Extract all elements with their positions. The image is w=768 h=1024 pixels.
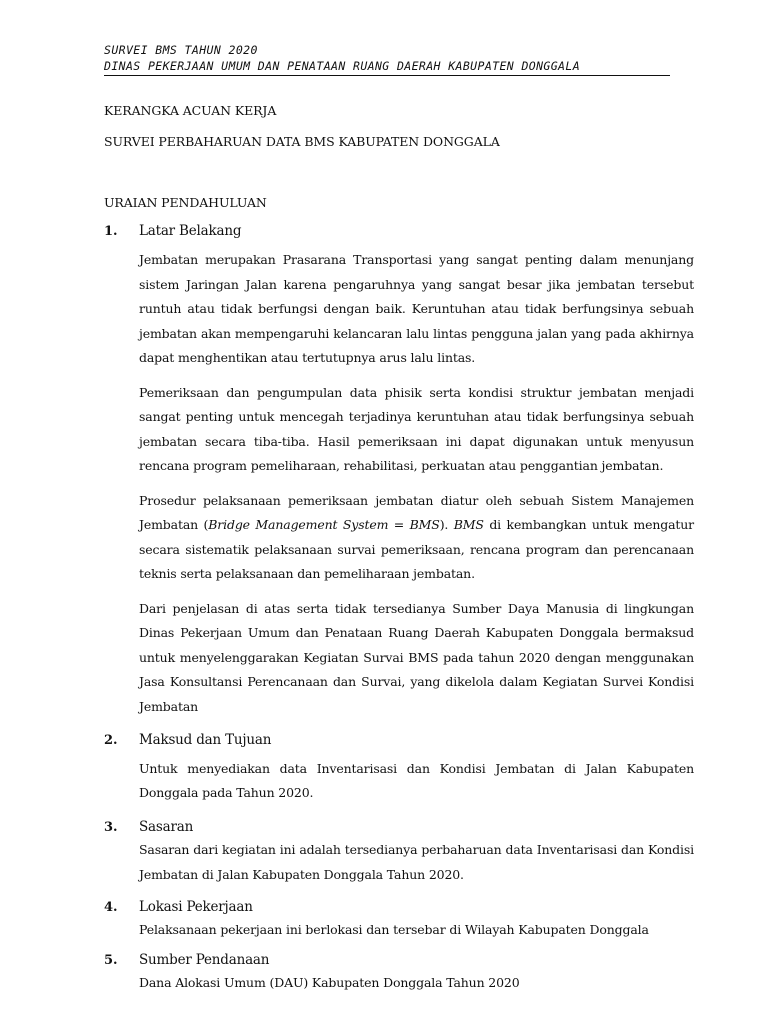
section-latar-belakang bbox=[104, 223, 694, 719]
section-heading bbox=[104, 819, 694, 835]
section-heading bbox=[104, 223, 694, 239]
document-body bbox=[104, 98, 694, 995]
italic-term: BMS bbox=[453, 517, 484, 532]
paragraph: Untuk menyediakan data Inventarisasi dan Kondisi Jembatan di Jalan Kabupaten Donggala pada Tahun 2020. bbox=[139, 761, 694, 800]
section-maksud-tujuan bbox=[104, 732, 694, 805]
section-number: 2. bbox=[104, 733, 118, 748]
paragraph-text: Prosedur pelaksanaan pemeriksaan jembatan diatur oleh sebuah Sistem Manajemen Jembatan ( bbox=[139, 492, 694, 532]
paragraph bbox=[139, 489, 694, 587]
section-heading bbox=[104, 952, 694, 968]
paragraph: Jembatan merupakan Prasarana Transportasi yang sangat penting dalam menunjang sistem Jaringan Jalan karena pengaruhnya yang sangat besar jika jembatan tersebut runtuh atau tidak berfungsi dengan baik. Keruntuhan atau tidak berfungsinya sebuah jembatan akan mempengaruhi kelancaran lalu lintas pengguna jalan yang pada akhirnya dapat menghentikan atau tertutupnya arus lalu lintas. bbox=[139, 252, 694, 365]
header-line-1: SURVEI BMS TAHUN 2020 bbox=[104, 43, 258, 57]
section-number: 5. bbox=[104, 953, 118, 968]
document-subtitle: SURVEI PERBAHARUAN DATA BMS KABUPATEN DONGGALA bbox=[104, 134, 500, 149]
running-header bbox=[104, 42, 670, 76]
section-heading bbox=[104, 899, 694, 915]
italic-term: Bridge Management System = BMS bbox=[208, 517, 440, 532]
section-title: Lokasi Pekerjaan bbox=[139, 899, 253, 915]
section-sasaran bbox=[104, 819, 694, 887]
section-heading bbox=[104, 732, 694, 748]
paragraph: Dari penjelasan di atas serta tidak tersedianya Sumber Daya Manusia di lingkungan Dinas Pekerjaan Umum dan Penataan Ruang Daerah Kabupaten Donggala bermaksud untuk menyelenggarakan Kegiatan Survai BMS pada tahun 2020 dengan menggunakan Jasa Konsultansi Perencanaan dan Survai, yang dikelola dalam Kegiatan Survei Kondisi Jembatan bbox=[139, 600, 694, 714]
intro-heading: URAIAN PENDAHULUAN bbox=[104, 195, 267, 210]
paragraph-text: di kembangkan untuk mengatur secara sistematik pelaksanaan survai pemeriksaan, rencana program dan perencanaan teknis serta pelaksanaan dan pemeliharaan jembatan. bbox=[139, 517, 694, 581]
section-title: Sasaran bbox=[139, 819, 194, 835]
section-number: 3. bbox=[104, 820, 118, 835]
section-lokasi-pekerjaan bbox=[104, 899, 694, 942]
section-title: Latar Belakang bbox=[139, 223, 242, 239]
paragraph: Dana Alokasi Umum (DAU) Kabupaten Donggala Tahun 2020 bbox=[139, 975, 520, 990]
document-title: KERANGKA ACUAN KERJA bbox=[104, 103, 277, 118]
paragraph: Pelaksanaan pekerjaan ini berlokasi dan tersebar di Wilayah Kabupaten Donggala bbox=[139, 922, 649, 937]
section-title: Maksud dan Tujuan bbox=[139, 732, 272, 748]
header-line-2: DINAS PEKERJAAN UMUM DAN PENATAAN RUANG DAERAH KABUPATEN DONGGALA bbox=[104, 59, 581, 73]
paragraph: Sasaran dari kegiatan ini adalah tersedianya perbaharuan data Inventarisasi dan Kondisi Jembatan di Jalan Kabupaten Donggala Tahun 2020. bbox=[139, 842, 694, 882]
paragraph-text: ). bbox=[439, 517, 454, 532]
section-number: 1. bbox=[104, 224, 118, 239]
section-sumber-pendanaan bbox=[104, 952, 694, 995]
paragraph: Pemeriksaan dan pengumpulan data phisik serta kondisi struktur jembatan menjadi sangat penting untuk mencegah terjadinya keruntuhan atau tidak berfungsinya sebuah jembatan secara tiba-tiba. Hasil pemeriksaan ini dapat digunakan untuk menyusun rencana program pemeliharaan, rehabilitasi, perkuatan atau penggantian jembatan. bbox=[139, 384, 694, 473]
section-title: Sumber Pendanaan bbox=[139, 952, 270, 968]
section-number: 4. bbox=[104, 900, 118, 915]
